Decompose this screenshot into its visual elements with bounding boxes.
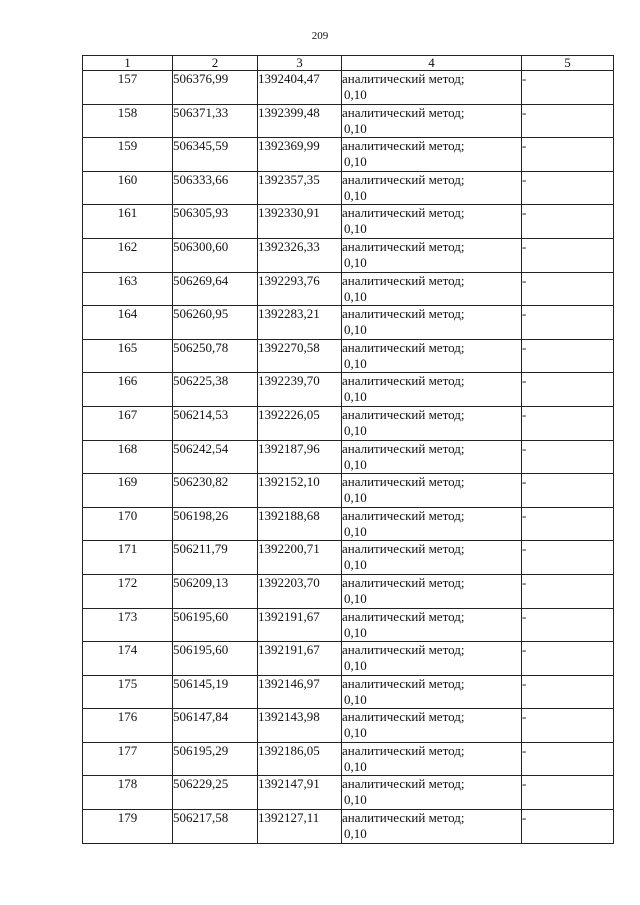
description-cell: - (522, 642, 614, 676)
accuracy-text: 0,10 (344, 758, 367, 774)
description-cell: - (522, 541, 614, 575)
accuracy-text: 0,10 (344, 725, 367, 741)
page-number: 209 (311, 30, 329, 42)
method-text: аналитический метод; (342, 171, 465, 187)
x-coordinate-cell: 506230,82 (173, 474, 258, 508)
description-cell: - (522, 171, 614, 205)
method-cell (342, 709, 522, 743)
y-coordinate-cell: 1392152,10 (258, 474, 342, 508)
method-text: аналитический метод; (342, 373, 465, 389)
x-coordinate-cell: 506209,13 (173, 574, 258, 608)
accuracy-text: 0,10 (344, 422, 367, 438)
table-row (83, 742, 614, 776)
description-cell: - (522, 373, 614, 407)
point-number-cell: 162 (83, 238, 173, 272)
method-text: аналитический метод; (342, 574, 465, 590)
method-text: аналитический метод; (342, 440, 465, 456)
description-cell: - (522, 406, 614, 440)
accuracy-text: 0,10 (344, 523, 367, 539)
x-coordinate-cell: 506214,53 (173, 406, 258, 440)
method-text: аналитический метод; (342, 272, 465, 288)
y-coordinate-cell: 1392293,76 (258, 272, 342, 306)
method-cell (342, 608, 522, 642)
table-row (83, 507, 614, 541)
y-coordinate-cell: 1392191,67 (258, 608, 342, 642)
method-cell (342, 742, 522, 776)
accuracy-text: 0,10 (344, 322, 367, 338)
x-coordinate-cell: 506376,99 (173, 71, 258, 105)
point-number-cell: 174 (83, 642, 173, 676)
table-row (83, 373, 614, 407)
accuracy-text: 0,10 (344, 490, 367, 506)
accuracy-text: 0,10 (344, 288, 367, 304)
accuracy-text: 0,10 (344, 221, 367, 237)
point-number-cell: 171 (83, 541, 173, 575)
method-cell (342, 474, 522, 508)
column-header-2: 2 (173, 56, 258, 71)
method-cell (342, 138, 522, 172)
x-coordinate-cell: 506145,19 (173, 675, 258, 709)
table-row (83, 238, 614, 272)
method-cell (342, 171, 522, 205)
table-row (83, 406, 614, 440)
point-number-cell: 160 (83, 171, 173, 205)
description-cell: - (522, 709, 614, 743)
method-cell (342, 440, 522, 474)
x-coordinate-cell: 506250,78 (173, 339, 258, 373)
method-text: аналитический метод; (342, 474, 465, 490)
x-coordinate-cell: 506269,64 (173, 272, 258, 306)
table-row (83, 541, 614, 575)
table-row (83, 574, 614, 608)
x-coordinate-cell: 506345,59 (173, 138, 258, 172)
method-cell (342, 306, 522, 340)
accuracy-text: 0,10 (344, 87, 367, 102)
description-cell: - (522, 440, 614, 474)
y-coordinate-cell: 1392186,05 (258, 742, 342, 776)
accuracy-text: 0,10 (344, 557, 367, 573)
header-row (83, 56, 614, 71)
x-coordinate-cell: 506242,54 (173, 440, 258, 474)
point-number-cell: 157 (83, 71, 173, 105)
description-cell: - (522, 574, 614, 608)
method-text: аналитический метод; (342, 675, 465, 691)
method-cell (342, 339, 522, 373)
method-text: аналитический метод; (342, 810, 465, 826)
x-coordinate-cell: 506333,66 (173, 171, 258, 205)
point-number-cell: 163 (83, 272, 173, 306)
point-number-cell: 179 (83, 810, 173, 844)
accuracy-text: 0,10 (344, 187, 367, 203)
x-coordinate-cell: 506305,93 (173, 205, 258, 239)
column-header-3: 3 (258, 56, 342, 71)
x-coordinate-cell: 506225,38 (173, 373, 258, 407)
table-row (83, 104, 614, 138)
accuracy-text: 0,10 (344, 826, 367, 842)
table-row (83, 810, 614, 844)
x-coordinate-cell: 506217,58 (173, 810, 258, 844)
accuracy-text: 0,10 (344, 792, 367, 808)
x-coordinate-cell: 506260,95 (173, 306, 258, 340)
accuracy-text: 0,10 (344, 590, 367, 606)
point-number-cell: 165 (83, 339, 173, 373)
table-row (83, 339, 614, 373)
y-coordinate-cell: 1392399,48 (258, 104, 342, 138)
method-text: аналитический метод; (342, 709, 465, 725)
point-number-cell: 168 (83, 440, 173, 474)
point-number-cell: 161 (83, 205, 173, 239)
method-text: аналитический метод; (342, 608, 465, 624)
description-cell: - (522, 608, 614, 642)
table-row (83, 642, 614, 676)
table-row (83, 776, 614, 810)
method-text: аналитический метод; (342, 205, 465, 221)
method-cell (342, 642, 522, 676)
description-cell: - (522, 507, 614, 541)
point-number-cell: 177 (83, 742, 173, 776)
column-header-4: 4 (342, 56, 522, 71)
method-cell (342, 406, 522, 440)
accuracy-text: 0,10 (344, 254, 367, 270)
method-cell (342, 238, 522, 272)
description-cell: - (522, 776, 614, 810)
y-coordinate-cell: 1392187,96 (258, 440, 342, 474)
table-body (83, 71, 614, 844)
method-cell (342, 71, 522, 105)
method-text: аналитический метод; (342, 406, 465, 422)
point-number-cell: 178 (83, 776, 173, 810)
description-cell: - (522, 810, 614, 844)
table-row (83, 306, 614, 340)
x-coordinate-cell: 506195,60 (173, 642, 258, 676)
x-coordinate-cell: 506195,60 (173, 608, 258, 642)
x-coordinate-cell: 506147,84 (173, 709, 258, 743)
method-text: аналитический метод; (342, 138, 465, 154)
point-number-cell: 173 (83, 608, 173, 642)
table-row (83, 272, 614, 306)
y-coordinate-cell: 1392330,91 (258, 205, 342, 239)
table-row (83, 608, 614, 642)
method-cell (342, 205, 522, 239)
y-coordinate-cell: 1392239,70 (258, 373, 342, 407)
method-cell (342, 810, 522, 844)
table-row (83, 440, 614, 474)
description-cell: - (522, 272, 614, 306)
description-cell: - (522, 675, 614, 709)
y-coordinate-cell: 1392326,33 (258, 238, 342, 272)
y-coordinate-cell: 1392188,68 (258, 507, 342, 541)
method-cell (342, 541, 522, 575)
description-cell: - (522, 71, 614, 105)
point-number-cell: 167 (83, 406, 173, 440)
y-coordinate-cell: 1392147,91 (258, 776, 342, 810)
point-number-cell: 176 (83, 709, 173, 743)
accuracy-text: 0,10 (344, 624, 367, 640)
x-coordinate-cell: 506198,26 (173, 507, 258, 541)
method-text: аналитический метод; (342, 339, 465, 355)
table-row (83, 138, 614, 172)
y-coordinate-cell: 1392127,11 (258, 810, 342, 844)
x-coordinate-cell: 506371,33 (173, 104, 258, 138)
y-coordinate-cell: 1392283,21 (258, 306, 342, 340)
accuracy-text: 0,10 (344, 389, 367, 405)
accuracy-text: 0,10 (344, 154, 367, 170)
y-coordinate-cell: 1392191,67 (258, 642, 342, 676)
point-number-cell: 159 (83, 138, 173, 172)
point-number-cell: 175 (83, 675, 173, 709)
x-coordinate-cell: 506195,29 (173, 742, 258, 776)
description-cell: - (522, 104, 614, 138)
method-cell (342, 373, 522, 407)
method-cell (342, 104, 522, 138)
point-number-cell: 172 (83, 574, 173, 608)
method-cell (342, 272, 522, 306)
y-coordinate-cell: 1392146,97 (258, 675, 342, 709)
method-text: аналитический метод; (342, 642, 465, 658)
column-header-5: 5 (522, 56, 614, 71)
table-row (83, 71, 614, 105)
method-text: аналитический метод; (342, 71, 465, 86)
method-text: аналитический метод; (342, 742, 465, 758)
y-coordinate-cell: 1392200,71 (258, 541, 342, 575)
description-cell: - (522, 306, 614, 340)
method-cell (342, 574, 522, 608)
x-coordinate-cell: 506211,79 (173, 541, 258, 575)
point-number-cell: 164 (83, 306, 173, 340)
method-text: аналитический метод; (342, 238, 465, 254)
method-text: аналитический метод; (342, 776, 465, 792)
point-number-cell: 170 (83, 507, 173, 541)
description-cell: - (522, 238, 614, 272)
accuracy-text: 0,10 (344, 355, 367, 371)
table-row (83, 205, 614, 239)
column-header-1: 1 (83, 56, 173, 71)
method-text: аналитический метод; (342, 306, 465, 322)
description-cell: - (522, 138, 614, 172)
y-coordinate-cell: 1392203,70 (258, 574, 342, 608)
accuracy-text: 0,10 (344, 658, 367, 674)
accuracy-text: 0,10 (344, 120, 367, 136)
table-row (83, 171, 614, 205)
point-number-cell: 166 (83, 373, 173, 407)
accuracy-text: 0,10 (344, 456, 367, 472)
table-row (83, 474, 614, 508)
table-row (83, 675, 614, 709)
method-text: аналитический метод; (342, 104, 465, 120)
method-text: аналитический метод; (342, 507, 465, 523)
x-coordinate-cell: 506300,60 (173, 238, 258, 272)
method-cell (342, 507, 522, 541)
coordinates-table (82, 55, 614, 844)
method-cell (342, 675, 522, 709)
method-text: аналитический метод; (342, 541, 465, 557)
point-number-cell: 158 (83, 104, 173, 138)
description-cell: - (522, 339, 614, 373)
method-cell (342, 776, 522, 810)
x-coordinate-cell: 506229,25 (173, 776, 258, 810)
description-cell: - (522, 205, 614, 239)
point-number-cell: 169 (83, 474, 173, 508)
y-coordinate-cell: 1392226,05 (258, 406, 342, 440)
description-cell: - (522, 474, 614, 508)
accuracy-text: 0,10 (344, 691, 367, 707)
y-coordinate-cell: 1392143,98 (258, 709, 342, 743)
y-coordinate-cell: 1392404,47 (258, 71, 342, 105)
table-row (83, 709, 614, 743)
y-coordinate-cell: 1392270,58 (258, 339, 342, 373)
y-coordinate-cell: 1392357,35 (258, 171, 342, 205)
y-coordinate-cell: 1392369,99 (258, 138, 342, 172)
description-cell: - (522, 742, 614, 776)
